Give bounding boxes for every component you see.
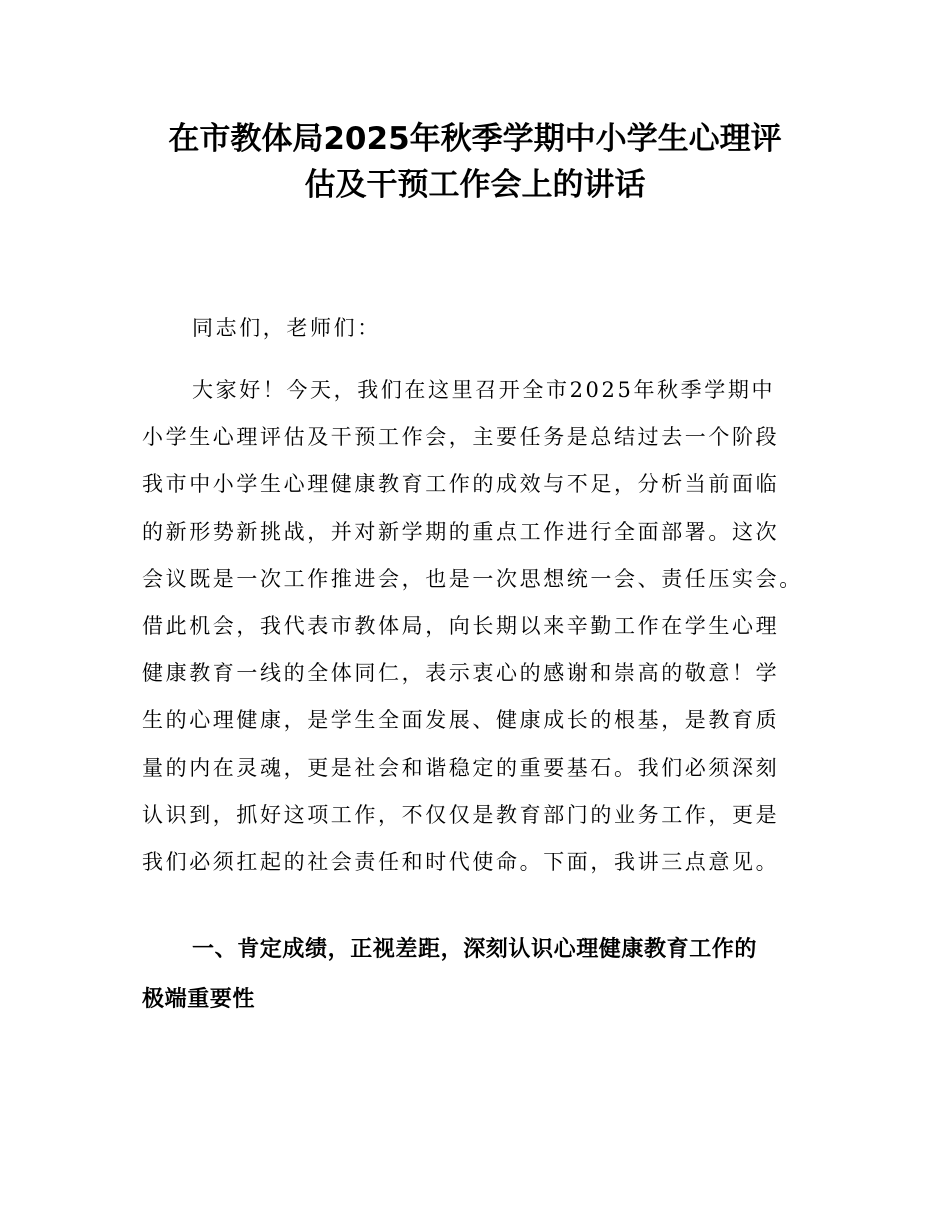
section-heading-1 [142,925,832,1025]
greeting: 同志们，老师们： [192,316,381,340]
heading-line-2: 极端重要性 [142,987,256,1012]
heading-line-1: 一、肯定成绩，正视差距，深刻认识心理健康教育工作的 [192,937,758,962]
paragraph-line: 认识到，抓好这项工作，不仅仅是教育部门的业务工作，更是 [142,802,780,827]
paragraph-line: 大家好！今天，我们在这里召开全市2025年秋季学期中 [192,378,776,402]
title-line-1: 在市教体局2025年秋季学期中小学生心理评 [168,121,782,157]
paragraph-line: 借此机会，我代表市教体局，向长期以来辛勤工作在学生心理 [142,614,780,639]
paragraph-line: 小学生心理评估及干预工作会，主要任务是总结过去一个阶段 [142,425,780,450]
paragraph-line: 我们必须扛起的社会责任和时代使命。下面，我讲三点意见。 [142,850,780,875]
paragraph-line: 健康教育一线的全体同仁，表示衷心的感谢和崇高的敬意！学 [142,661,780,686]
paragraph-line: 会议既是一次工作推进会，也是一次思想统一会、责任压实会。 [142,566,803,591]
paragraph-opening [142,367,832,886]
paragraph-line: 量的内在灵魂，更是社会和谐稳定的重要基石。我们必须深刻 [142,755,780,780]
paragraph-line: 我市中小学生心理健康教育工作的成效与不足，分析当前面临 [142,472,780,497]
document-title [130,116,820,208]
title-line-2: 估及干预工作会上的讲话 [304,167,646,203]
paragraph-line: 生的心理健康，是学生全面发展、健康成长的根基，是教育质 [142,708,780,733]
paragraph-line: 的新形势新挑战，并对新学期的重点工作进行全面部署。这次 [142,519,780,544]
